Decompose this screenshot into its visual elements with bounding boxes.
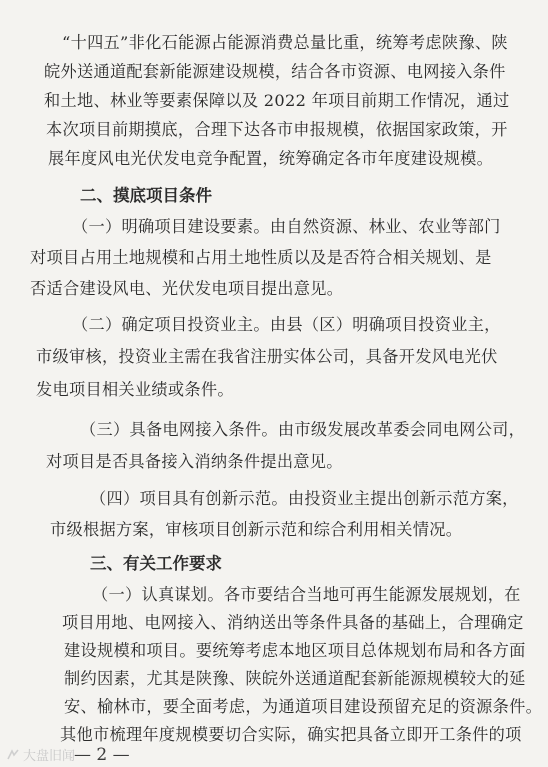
paragraph-line: （四）项目具有创新示范。由投资业主提出创新示范方案， (90, 489, 519, 508)
watermark (6, 745, 75, 764)
paragraph-line: 皖外送通道配套新能源建设规模，结合各市资源、电网接入条件 (44, 62, 506, 81)
paragraph-line: （二）确定项目投资业主。由县（区）明确项目投资业主， (72, 315, 501, 334)
paragraph-line: 项目用地、电网接入、消纳送出等条件具备的基础上，合理确定 (62, 613, 524, 632)
watermark-logo-icon (6, 748, 20, 762)
paragraph-line: （三）具备电网接入条件。由市级发展改革委会同电网公司， (80, 420, 526, 439)
paragraph-line: 建设规模和项目。要统筹考虑本地区项目总体规划布局和各方面 (64, 641, 526, 660)
section-heading-3: 三、有关工作要求 (90, 554, 222, 573)
section-heading-2: 二、摸底项目条件 (80, 186, 212, 205)
paragraph-line: （一）明确项目建设要素。由自然资源、林业、农业等部门 (72, 217, 501, 236)
paragraph-line: 发电项目相关业绩或条件。 (36, 380, 234, 399)
paragraph-line: 否适合建设风电、光伏发电项目提出意见。 (30, 279, 344, 298)
paragraph-line: 展年度风电光伏发电竞争配置，统筹确定各市年度建设规模。 (48, 149, 494, 168)
paragraph-line: 市级根据方案，审核项目创新示范和综合利用相关情况。 (50, 520, 463, 539)
paragraph-line: 本次项目前期摸底，合理下达各市申报规模，依据国家政策，开 (46, 120, 508, 139)
paragraph-line: 和土地、林业等要素保障以及 2022 年项目前期工作情况，通过 (44, 91, 510, 110)
paragraph-line: “十四五”非化石能源占能源消费总量比重，统筹考虑陕豫、陕 (62, 33, 508, 52)
paragraph-line: 对项目是否具备接入消纳条件提出意见。 (46, 452, 343, 471)
page-number: — 2 — (74, 745, 130, 765)
paragraph-line: （一）认真谋划。各市要结合当地可再生能源发展规划，在 (92, 585, 521, 604)
paragraph-line: 制约因素，尤其是陕豫、陕皖外送通道配套新能源规模较大的延 (64, 669, 526, 688)
paragraph-line: 安、榆林市，要全面考虑，为通道项目建设预留充足的资源条件。 (64, 697, 543, 716)
paragraph-line: 对项目占用土地规模和占用土地性质以及是否符合相关规划、是 (30, 248, 492, 267)
watermark-text: 大盘旧闻 (23, 749, 76, 764)
paragraph-line: 其他市梳理年度规模要切合实际，确实把具备立即开工条件的项 (60, 725, 522, 744)
paragraph-line: 市级审核，投资业主需在我省注册实体公司，具备开发风电光伏 (36, 347, 498, 366)
